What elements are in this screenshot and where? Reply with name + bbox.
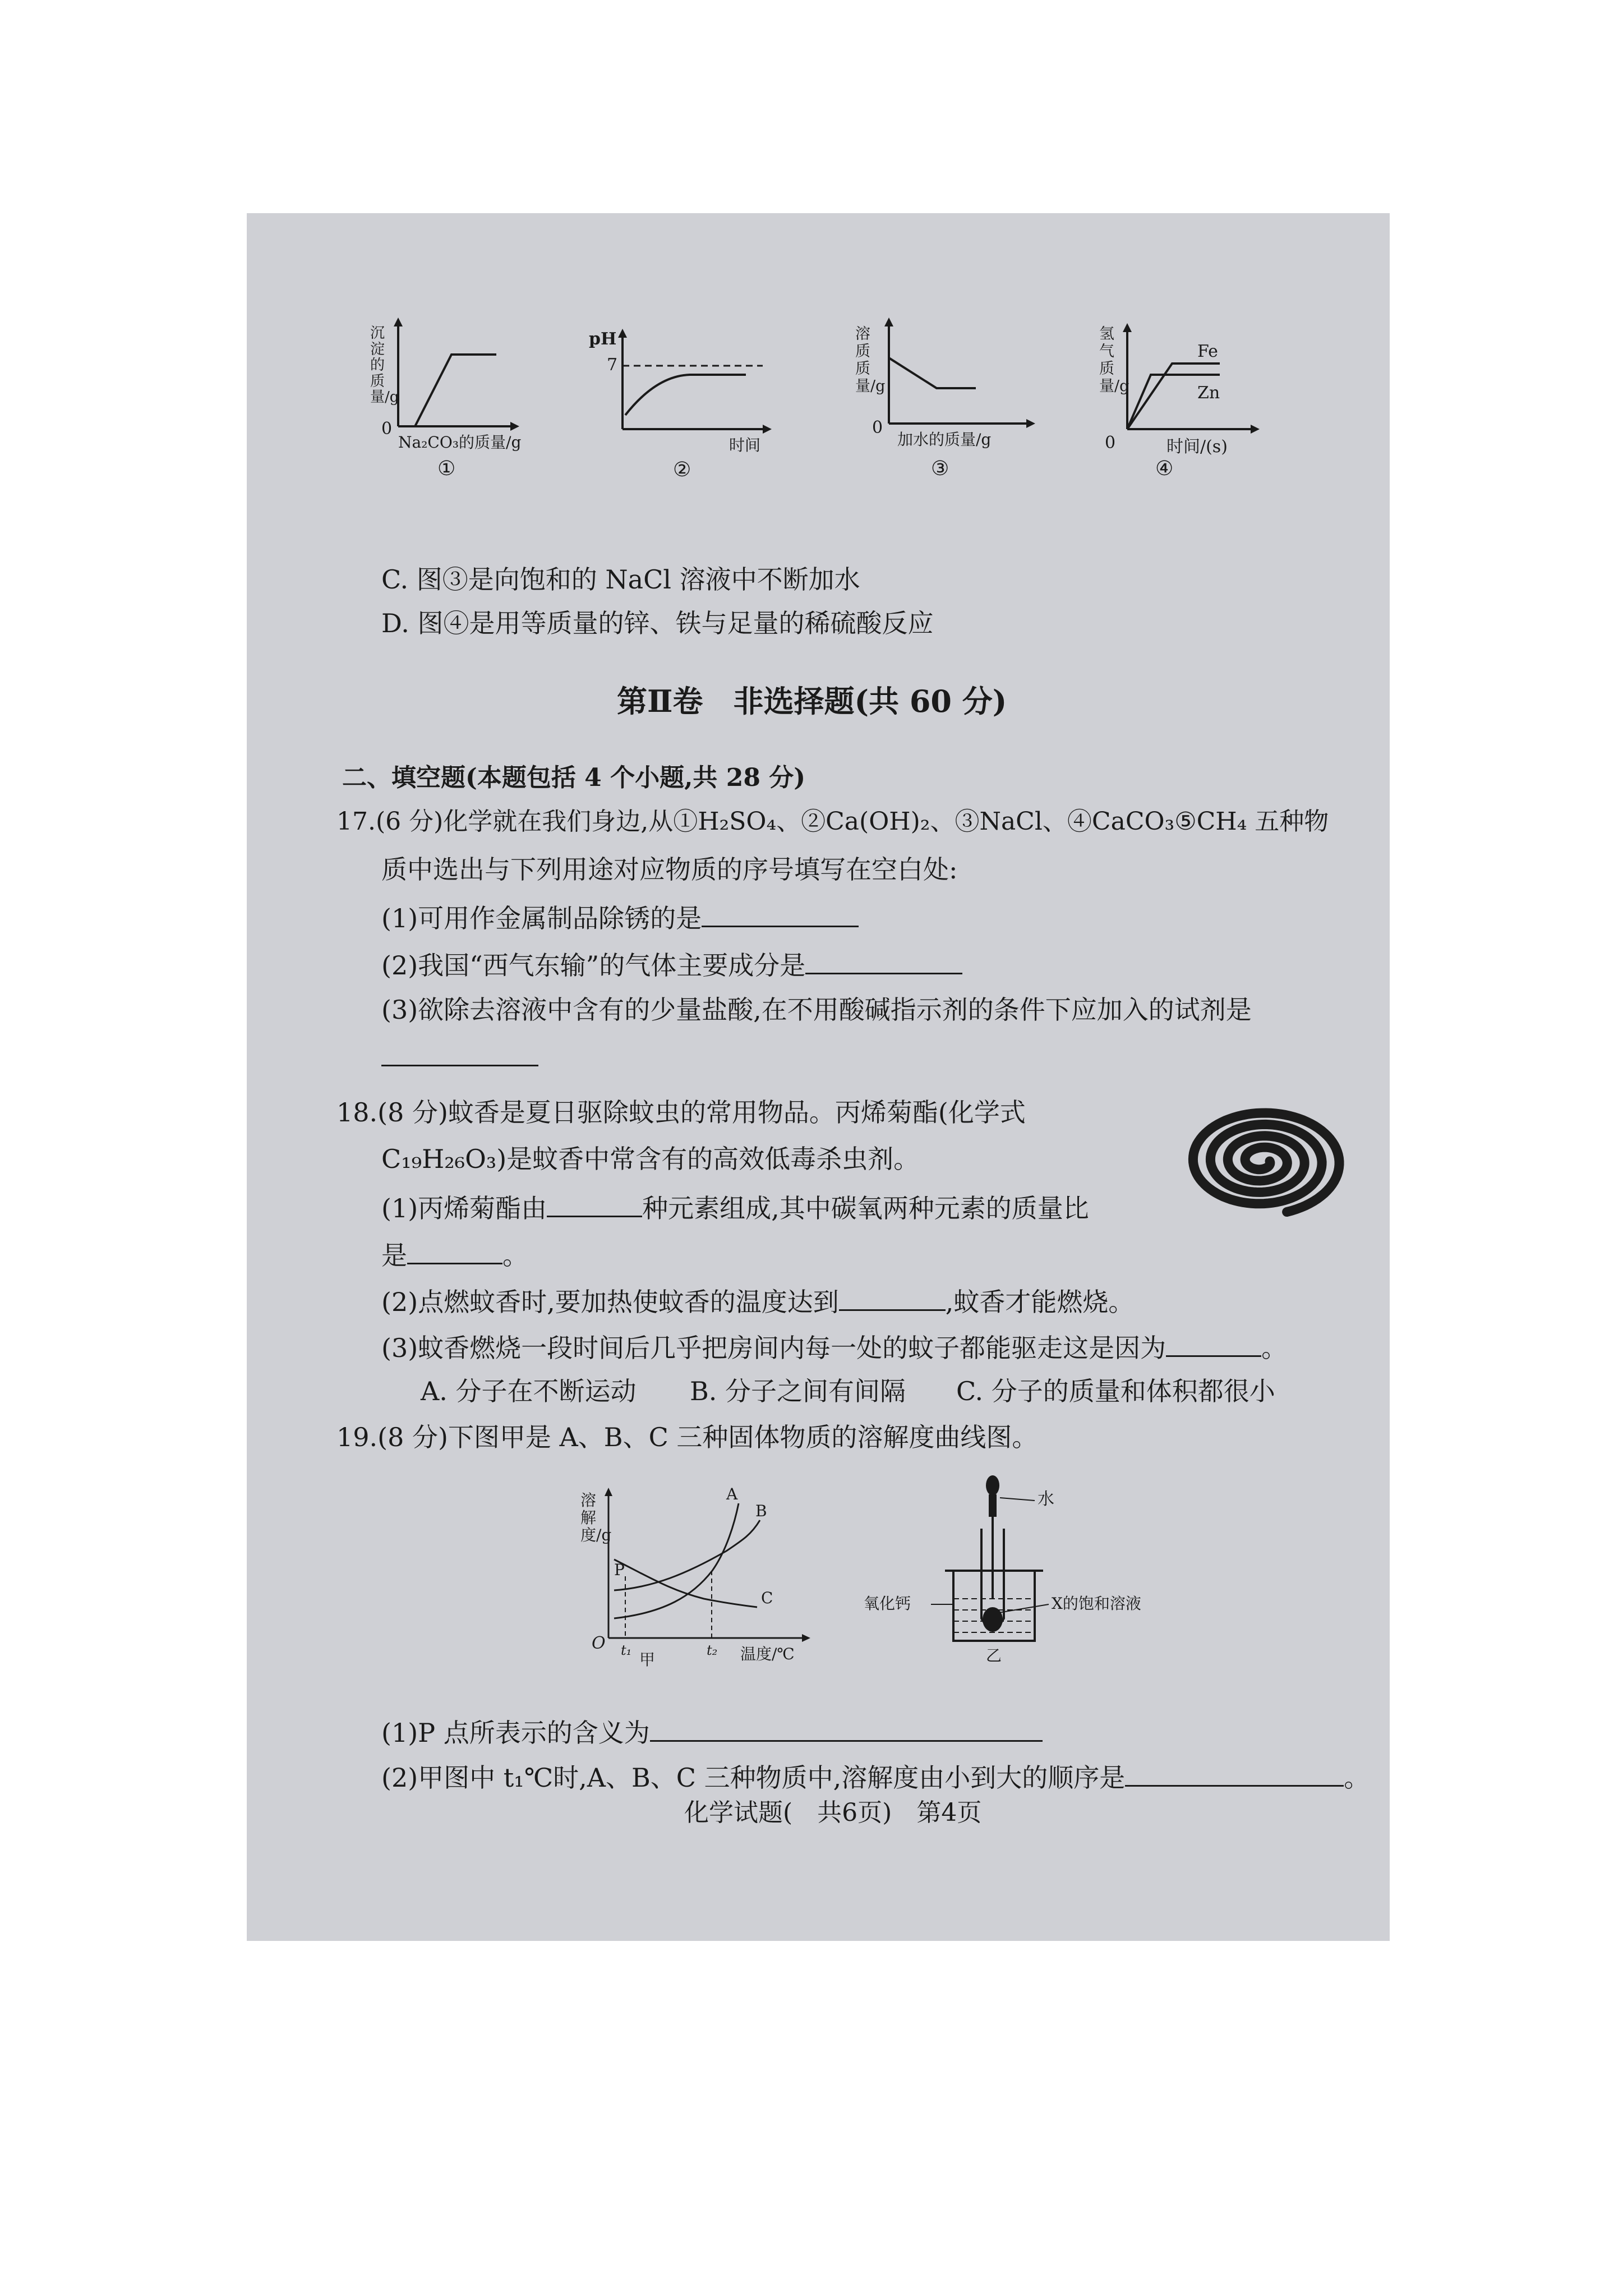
q18-option-b: B. 分子之间有间隔 [690, 1376, 906, 1406]
exam-page [247, 213, 1390, 1941]
q18-sub1-b: 种元素组成,其中碳氧两种元素的质量比 [642, 1193, 1089, 1223]
chart-1-number: ① [437, 457, 456, 480]
q17-sub2 [381, 950, 962, 981]
solubility-xlabel: 温度/℃ [740, 1645, 795, 1663]
chart-4-series-fe: Fe [1197, 342, 1218, 361]
beaker-drawing [841, 1470, 1189, 1655]
chart-3-xlabel: 加水的质量/g [897, 430, 992, 449]
chart-3-curve [889, 358, 976, 388]
beaker-left-label: 氧化钙 [864, 1594, 911, 1613]
q17-line1: 17.(6 分)化学就在我们身边,从①H₂SO₄、②Ca(OH)₂、③NaCl、④CaCO₃⑤CH₄ 五种物 [336, 807, 1329, 836]
q17-sub3: (3)欲除去溶液中含有的少量盐酸,在不用酸碱指示剂的条件下应加入的试剂是 [381, 995, 1252, 1025]
q19-sub2-end: 。 [1344, 1763, 1370, 1793]
beaker-figure [841, 1470, 1189, 1683]
q18-sub3-a: (3)蚊香燃烧一段时间后几乎把房间内每一处的蚊子都能驱走这是因为 [381, 1333, 1166, 1363]
q18-sub1-a: (1)丙烯菊酯由 [381, 1193, 547, 1223]
q19-sub1-text: (1)P 点所表示的含义为 [381, 1718, 650, 1748]
chart-4-number: ④ [1155, 457, 1174, 480]
figure-yi-label: 乙 [986, 1646, 1002, 1665]
q18-answer-3[interactable] [1166, 1333, 1261, 1357]
chart-1-xlabel: Na₂CO₃的质量/g [398, 433, 522, 452]
chart-3 [847, 314, 1038, 499]
q19-sub2 [381, 1763, 1370, 1791]
curve-b-label: B [755, 1502, 767, 1520]
part2-title: 第Ⅱ卷 非选择题(共 60 分) [617, 683, 1007, 719]
q18-sub2-b: ,蚊香才能燃烧。 [945, 1287, 1135, 1317]
q18-sub2 [381, 1287, 1134, 1315]
q17-answer-3[interactable] [381, 1042, 538, 1066]
chart-2-axes [594, 325, 780, 449]
q19-answer-2[interactable] [1125, 1763, 1344, 1787]
chart-2-number: ② [673, 458, 691, 481]
chart-1-axes [342, 314, 522, 452]
curve-c [614, 1559, 757, 1607]
chart-3-origin: 0 [872, 418, 883, 438]
mosquito-coil-image [1169, 1094, 1354, 1228]
chart-4-origin: 0 [1105, 433, 1116, 453]
q18-answer-1a[interactable] [547, 1193, 642, 1217]
q18-sub3 [381, 1333, 1287, 1361]
chart-2-curve [625, 375, 746, 415]
q19-sub1 [381, 1718, 1043, 1746]
q18-sub1-d: 。 [502, 1240, 528, 1271]
option-c: C. 图③是向饱和的 NaCl 溶液中不断加水 [381, 564, 860, 595]
q17-answer-2[interactable] [805, 950, 962, 974]
q17-answer-1[interactable] [702, 903, 859, 927]
chart-1 [342, 314, 522, 499]
q18-sub1 [381, 1193, 1089, 1221]
q18-answer-2[interactable] [839, 1287, 946, 1311]
chart-2-tick-7: 7 [607, 355, 618, 375]
chart-4-series-zn: Zn [1197, 383, 1220, 403]
chart-3-number: ③ [931, 457, 949, 480]
chart-1-curve [415, 355, 496, 426]
q18-sub2-a: (2)点燃蚊香时,要加热使蚊香的温度达到 [381, 1287, 839, 1317]
curve-c-label: C [761, 1589, 773, 1607]
chart-2-ylabel: pH [589, 329, 617, 349]
beaker-right-label: X的饱和溶液 [1052, 1594, 1141, 1613]
chart-2-xlabel: 时间 [729, 436, 761, 454]
q18-answer-1b[interactable] [407, 1240, 502, 1264]
tick-t1: t₁ [621, 1642, 632, 1658]
tick-t2: t₂ [707, 1642, 718, 1658]
curve-b [614, 1520, 760, 1590]
q17-line2: 质中选出与下列用途对应物质的序号填写在空白处: [381, 854, 958, 885]
solubility-figure [558, 1481, 827, 1672]
chart-2 [589, 325, 780, 499]
point-p-label: P [614, 1561, 625, 1579]
figure-jia-label: 甲 [639, 1650, 656, 1669]
q17-sub1-text: (1)可用作金属制品除锈的是 [381, 903, 702, 933]
beaker-water-label: 水 [1038, 1489, 1054, 1509]
q19-answer-1[interactable] [650, 1718, 1043, 1742]
q18-option-c: C. 分子的质量和体积都很小 [956, 1376, 1275, 1406]
q17-sub2-text: (2)我国“西气东输”的气体主要成分是 [381, 950, 806, 981]
q19-line1: 19.(8 分)下图甲是 A、B、C 三种固体物质的溶解度曲线图。 [336, 1422, 1038, 1452]
q18-sub1-c: 是 [381, 1240, 407, 1271]
solubility-origin: O [592, 1634, 606, 1653]
q18-line2: C₁₉H₂₆O₃)是蚊香中常含有的高效低毒杀虫剂。 [381, 1144, 920, 1174]
q18-option-a: A. 分子在不断运动 [421, 1376, 637, 1406]
q17-sub1 [381, 903, 859, 931]
chart-3-ylabel: 溶质质量/g [855, 325, 886, 395]
chart-1-ylabel: 沉淀的质量/g [370, 325, 399, 406]
section2-heading: 二、填空题(本题包括 4 个小题,共 28 分) [342, 763, 806, 792]
page-footer: 化学试题( 共6页) 第4页 [684, 1798, 982, 1827]
q19-sub2-text: (2)甲图中 t₁℃时,A、B、C 三种物质中,溶解度由小到大的顺序是 [381, 1763, 1126, 1793]
curve-a-label: A [726, 1485, 738, 1503]
q18-sub3-b: 。 [1261, 1333, 1288, 1363]
chart-4-xlabel: 时间/(s) [1166, 437, 1228, 457]
solubility-ylabel: 溶解度/g [580, 1491, 612, 1544]
chart-1-origin: 0 [381, 419, 393, 439]
option-d: D. 图④是用等质量的锌、铁与足量的稀硫酸反应 [381, 608, 934, 638]
q18-line1: 18.(8 分)蚊香是夏日驱除蚊虫的常用物品。丙烯菊酯(化学式 [336, 1097, 1026, 1128]
q18-sub1-cont [381, 1240, 528, 1271]
chart-4-ylabel: 氢气质量/g [1099, 325, 1129, 395]
chart-4 [1082, 320, 1295, 499]
